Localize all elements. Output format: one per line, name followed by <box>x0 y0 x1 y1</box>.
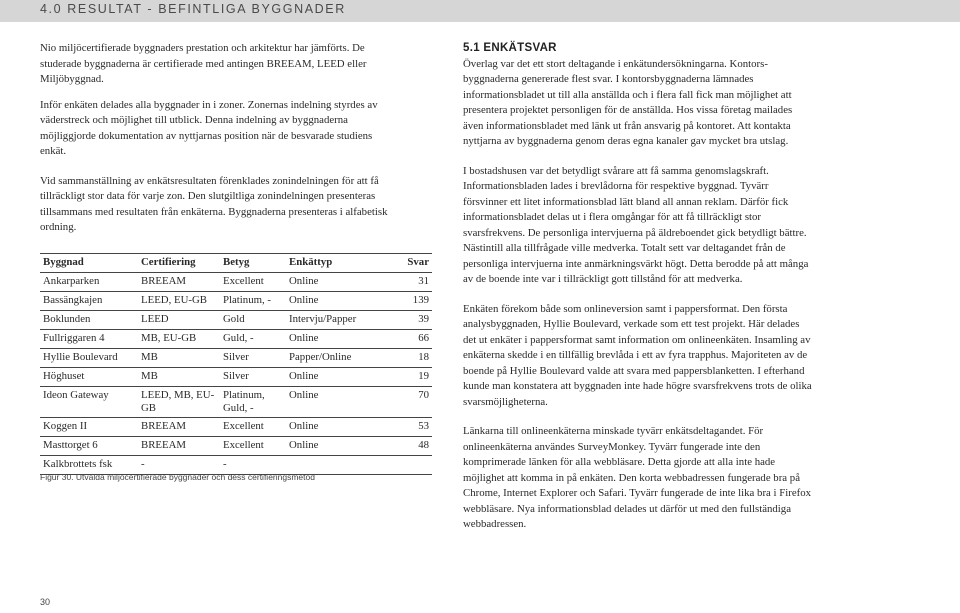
table-cell: 19 <box>382 368 432 387</box>
table-row <box>40 349 432 368</box>
table-cell: Ankarparken <box>40 273 138 292</box>
header-bar <box>0 0 960 22</box>
page-number: 30 <box>40 597 51 607</box>
table-cell: Bassängkajen <box>40 292 138 311</box>
table-row <box>40 311 432 330</box>
table-cell: LEED <box>138 311 220 330</box>
table-cell: Intervju/Papper <box>286 311 382 330</box>
table-cell: - <box>220 456 286 475</box>
left-column <box>40 41 395 236</box>
table-cell: MB <box>138 368 220 387</box>
right-paragraph-3: Enkäten förekom både som onlineversion samt i pappersformat. Den första analysbyggnaden, Hyllie Boulevard, verkade som ett test projekt. Här delades det ut enkäter i pappersformat samt information om onlineenkäten. Insamling av enkäterna skedde i en tillfällig brevlåda i ett av fyra trapphus. Majoriteten av de boende på Hyllie Boulevard valde att svara med pappersblanketten. I efterhand kunde man konstatera att byggnaden inte hade högre svarsfrekvens trots de olika svarsmöjligheterna. <box>463 302 812 408</box>
table-cell: Online <box>286 273 382 292</box>
right-paragraph-4: Länkarna till onlineenkäterna minskade tyvärr enkätsdeltagandet. För onlineenkäterna användes SurveyMonkey. Tyvärr fungerade inte den komprimerade länken för alla webbläsare. Detta gjorde att alla inte hade möjlighet att komma in på enkäten. Den korta webbadressen fungerade bra på Chrome, Internet Explorer och Safari. Tyvärr fungerade de inte lika bra i Firefox webbläsare. Nya informationsblad delades ut därför ut med den fullständiga webbadressen. <box>463 425 812 530</box>
table-row <box>40 418 432 437</box>
table-cell: BREEAM <box>138 418 220 437</box>
left-paragraph-3: Vid sammanställning av enkätsresultaten förenklades zonindelningen för att få tillräckligt stor data för varje zon. Den slutgiltliga zonindelningen presenteras tillsammans med resultaten från enkäterna. Byggnaderna presenteras i alfabetisk ordning. <box>40 174 388 233</box>
table-cell: Boklunden <box>40 311 138 330</box>
table-cell: 139 <box>382 292 432 311</box>
table-header-row <box>40 254 432 273</box>
table-cell: 48 <box>382 437 432 456</box>
table-cell: BREEAM <box>138 273 220 292</box>
header-cell: Betyg <box>220 254 286 273</box>
table-cell: Excellent <box>220 273 286 292</box>
table-cell: Fullriggaren 4 <box>40 330 138 349</box>
table-row <box>40 368 432 387</box>
table-cell: Silver <box>220 349 286 368</box>
table-cell: LEED, EU-GB <box>138 292 220 311</box>
table-cell: Online <box>286 330 382 349</box>
table-cell: Ideon Gateway <box>40 387 138 418</box>
buildings-table <box>40 253 432 475</box>
table-row <box>40 292 432 311</box>
table-cell: 53 <box>382 418 432 437</box>
header-cell: Byggnad <box>40 254 138 273</box>
right-paragraph-2: I bostadshusen var det betydligt svårare att få samma genomslagskraft. Informationsbladen lades i brevlådorna för respektive byggnad. Tyvärr försvinner ett litet informationsblad lätt bland all annan reklam. Därför fick informationsbladet delas ut i flera omgångar för att få tillräckligt stor svarsfrekvens. De personliga intervjuerna på äldreboendet gick betydligt bättre. Nästintill alla tillfrågade ville medverka. Totalt sett var deltagandet från de personliga intervjuerna inte anmärkningsvärkt högt. Detta berodde på att många av de boende inte var i tillräckligt gott tillstånd för att medverka. <box>463 164 809 285</box>
table-cell: Höghuset <box>40 368 138 387</box>
table-cell: Online <box>286 387 382 418</box>
table-cell: - <box>138 456 220 475</box>
header-cell: Enkättyp <box>286 254 382 273</box>
figure-caption: Figur 30. Utvalda miljöcertifierade byggnader och dess certifieringsmetod <box>40 472 315 482</box>
table-cell: Online <box>286 437 382 456</box>
table-cell: 70 <box>382 387 432 418</box>
table-row <box>40 330 432 349</box>
table-cell: 18 <box>382 349 432 368</box>
table-cell: LEED, MB, EU-GB <box>138 387 220 418</box>
table-cell: 39 <box>382 311 432 330</box>
right-column <box>463 41 813 533</box>
table-cell: Platinum, Guld, - <box>220 387 286 418</box>
left-paragraph-2: Inför enkäten delades alla byggnader in i zoner. Zonernas indelning styrdes av väderstreck och möjlighet till utblick. Denna indelning av byggnaderna möjliggjorde dokumentation av nyttjarnas position när de besvarade studiens enkät. <box>40 98 378 157</box>
table-cell: Online <box>286 418 382 437</box>
table-cell: Papper/Online <box>286 349 382 368</box>
table-cell: MB <box>138 349 220 368</box>
left-paragraph-1: Nio miljöcertifierade byggnaders prestation och arkitektur har jämförts. De studerade byggnaderna är certifierade med antingen BREEAM, LEED eller Miljöbyggnad. <box>40 42 367 85</box>
table-cell: Excellent <box>220 418 286 437</box>
table-cell: Online <box>286 368 382 387</box>
table-cell: Guld, - <box>220 330 286 349</box>
table-cell: 66 <box>382 330 432 349</box>
table-cell: Silver <box>220 368 286 387</box>
header-cell: Svar <box>382 254 432 273</box>
table-row <box>40 387 432 418</box>
table-row <box>40 273 432 292</box>
table-cell: 31 <box>382 273 432 292</box>
section-title: 5.1 ENKÄTSVAR <box>463 42 557 54</box>
table-cell: Online <box>286 292 382 311</box>
section-header: 4.0 RESULTAT - BEFINTLIGA BYGGNADER <box>40 2 346 16</box>
table-cell: Excellent <box>220 437 286 456</box>
header-cell: Certifiering <box>138 254 220 273</box>
table-cell: Koggen II <box>40 418 138 437</box>
table-cell: Gold <box>220 311 286 330</box>
table-row <box>40 437 432 456</box>
table-cell: MB, EU-GB <box>138 330 220 349</box>
table-cell: Platinum, - <box>220 292 286 311</box>
table-cell: BREEAM <box>138 437 220 456</box>
table-cell: Hyllie Boulevard <box>40 349 138 368</box>
table-cell: Kalkbrottets fsk <box>40 456 138 475</box>
right-paragraph-1: Överlag var det ett stort deltagande i enkätundersökningarna. Kontors-byggnaderna genererade flest svar. I kontorsbyggnaderna lämnades informationsbladet ut till alla anställda och i flera fall fick man möjlighet att presentera projektet personligen för de anställda. Hos vissa företag mailades även informationsbladet med länk ut från ansvarig på kontoret. Att kontakta nyttjarna av byggnaderna genom deras egna kanaler gav mycket bra utslag. <box>463 57 793 147</box>
table-cell: Masttorget 6 <box>40 437 138 456</box>
table-cell <box>382 456 432 475</box>
